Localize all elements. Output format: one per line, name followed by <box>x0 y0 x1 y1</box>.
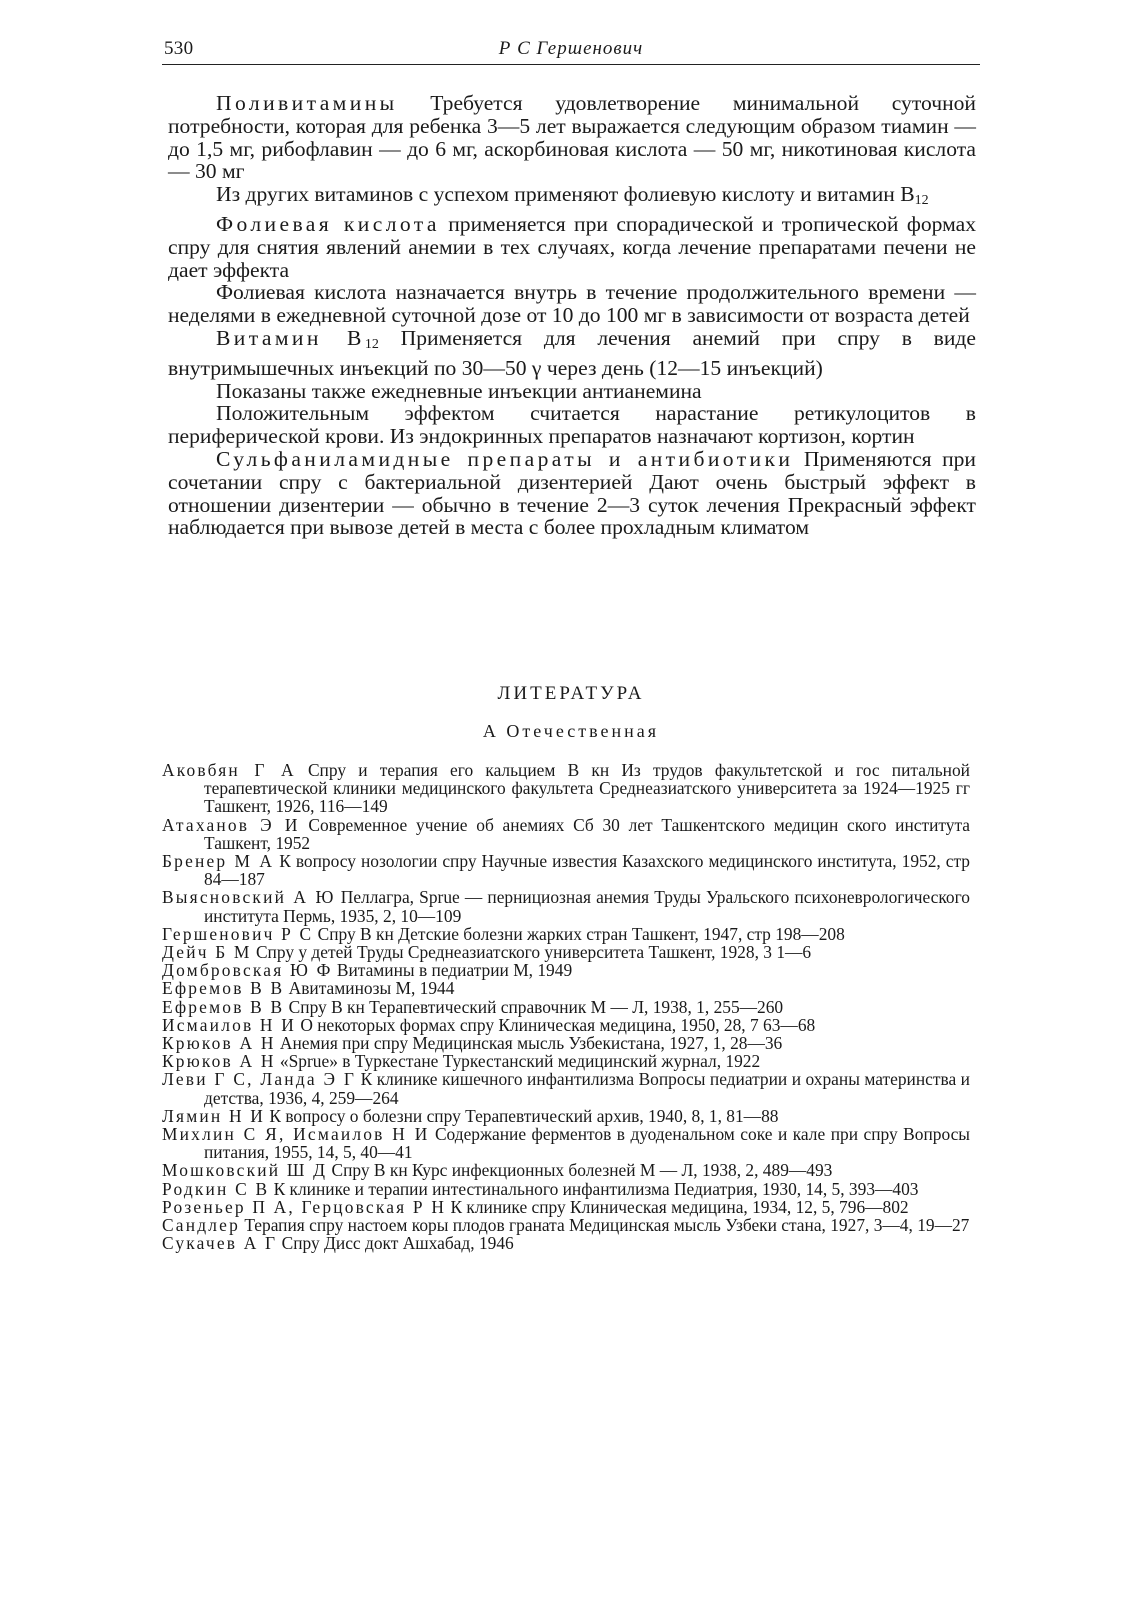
reference-entry <box>162 1070 970 1106</box>
reference-author: Атаханов Э И <box>162 814 300 835</box>
reference-entry <box>162 1234 970 1252</box>
reference-text: Спру В кн Терапевтический справочник М — Л, 1938, 1, 255—260 <box>284 996 784 1017</box>
body-paragraph <box>168 402 976 448</box>
reference-entry <box>162 888 970 924</box>
reference-author: Михлин С Я, Исмаилов Н И <box>162 1124 430 1145</box>
reference-entry <box>162 1125 970 1161</box>
reference-text: Спру В кн Детские болезни жарких стран Ташкент, 1947, стр 198—208 <box>313 923 845 944</box>
body-text <box>168 92 976 539</box>
paragraph-text: применяется при спорадической и тропической формах спру для снятия явлений анемии в тех случаях, когда лечение препаратами печени не дает эффекта <box>168 211 977 282</box>
reference-author: Исмаилов Н И <box>162 1014 296 1035</box>
reference-text: «Sprue» в Туркестане Туркестанский медицинский журнал, 1922 <box>275 1051 761 1072</box>
reference-text: Пеллагра, Sprue — пернициозная анемия Труды Уральского психоневрологического института Пермь, 1935, 2, 10—109 <box>204 887 970 926</box>
body-paragraph <box>168 213 976 281</box>
reference-text: О некоторых формах спру Клиническая медицина, 1950, 28, 7 63—68 <box>296 1014 816 1035</box>
body-paragraph <box>168 380 976 403</box>
reference-entry <box>162 925 970 943</box>
reference-author: Розеньер П А, Герцовская Р Н <box>162 1196 447 1217</box>
reference-text: К вопросу нозологии спру Научные известия Казахского медицинского института, 1952, стр 84—187 <box>204 851 970 890</box>
reference-text: К клинике кишечного инфантилизма Вопросы педиатрии и охраны материнства и детства, 1936, 4, 259—264 <box>204 1069 970 1108</box>
reference-author: Аковбян Г А <box>162 760 296 780</box>
reference-author: Выясновский А Ю <box>162 887 336 908</box>
reference-author: Домбровская Ю Ф <box>162 960 333 981</box>
reference-author: Родкин С В <box>162 1178 270 1199</box>
paragraph-lead-term: Фолиевая кислота <box>216 211 440 236</box>
reference-entry <box>162 852 970 888</box>
body-paragraph <box>168 281 976 327</box>
reference-text: Витамины в педиатрии М, 1949 <box>332 960 573 981</box>
reference-entry <box>162 1216 970 1234</box>
paragraph-text: Фолиевая кислота назначается внутрь в течение продолжительного времени — неделями в ежедневной суточной дозе от 10 до 100 мг в зависимости от возраста детей <box>168 280 976 328</box>
reference-author: Бренер М А <box>162 851 275 872</box>
subscript: 12 <box>914 193 929 209</box>
page-number: 530 <box>164 38 194 59</box>
reference-entry <box>162 1107 970 1125</box>
running-head: Р С Гершенович <box>498 38 644 59</box>
reference-entry <box>162 979 970 997</box>
paragraph-lead-term: Витамин В <box>216 325 365 350</box>
reference-text: Спру у детей Труды Среднеазиатского университета Ташкент, 1928, 3 1—6 <box>251 942 812 963</box>
body-paragraph <box>168 448 976 539</box>
reference-text: Спру В кн Курс инфекционных болезней М — Л, 1938, 2, 489—493 <box>327 1160 833 1181</box>
reference-author: Крюков А Н <box>162 1033 276 1054</box>
reference-entry <box>162 816 970 852</box>
reference-author: Гершенович Р С <box>162 923 314 944</box>
literature-subheading: А Отечественная <box>482 721 660 741</box>
reference-author: Ефремов В В <box>162 996 285 1017</box>
paragraph-text: Положительным эффектом считается нарастание ретикулоцитов в периферической крови. Из эндокринных препаратов назначают кортизон, кортин <box>168 401 976 449</box>
reference-text: Терапия спру настоем коры плодов граната Медицинская мысль Узбеки стана, 1927, 3—4, 19—27 <box>239 1215 970 1236</box>
reference-entry <box>162 1198 970 1216</box>
body-paragraph <box>168 183 976 213</box>
reference-author: Дейч Б М <box>162 942 252 963</box>
reference-author: Лямин Н И <box>162 1105 266 1126</box>
reference-text: К клинике спру Клиническая медицина, 1934, 12, 5, 796—802 <box>446 1196 909 1217</box>
paragraph-text: Применяется для лечения анемий при спру в виде внутримышечных инъекций по 30—50 γ через день (12—15 инъекций) <box>168 325 976 380</box>
reference-entry <box>162 761 970 816</box>
reference-author: Леви Г С, Ланда Э Г <box>162 1069 357 1090</box>
paragraph-text: Из других витаминов с успехом применяют фолиевую кислоту и витамин В <box>216 182 915 207</box>
reference-list <box>162 761 970 1252</box>
reference-entry <box>162 961 970 979</box>
reference-text: К вопросу о болезни спру Терапевтический архив, 1940, 8, 1, 81—88 <box>265 1105 779 1126</box>
paragraph-lead-term: Поливитамины <box>216 91 398 115</box>
paragraph-lead-term: Сульфаниламидные препараты и антибиотики <box>216 446 794 471</box>
reference-entry <box>162 943 970 961</box>
header-rule <box>162 64 980 65</box>
paragraph-text: Применяются при сочетании спру с бактериальной дизентерией Дают очень быстрый эффект в отношении дизентерии — обычно в течение 2—3 суток лечения Прекрасный эффект наблюдается при вывозе детей в места с более прохладным климатом <box>168 446 976 540</box>
reference-text: К клинике и терапии интестинального инфантилизма Педиатрия, 1930, 14, 5, 393—403 <box>269 1178 919 1199</box>
reference-entry <box>162 1052 970 1070</box>
reference-entry <box>162 1161 970 1179</box>
reference-entry <box>162 1180 970 1198</box>
reference-entry <box>162 1034 970 1052</box>
reference-text: Спру Дисс докт Ашхабад, 1946 <box>277 1233 514 1254</box>
reference-author: Крюков А Н <box>162 1051 276 1072</box>
reference-author: Ефремов В В <box>162 978 285 999</box>
reference-text: Анемия при спру Медицинская мысль Узбекистана, 1927, 1, 28—36 <box>275 1033 783 1054</box>
reference-text: Спру и терапия его кальцием В кн Из трудов факультетской и гос питальной терапевтической клиники медицинского факультета Среднеазиатского университета за 1924—1925 гг Ташкент, 1926, 116—149 <box>204 760 970 817</box>
paragraph-text: Требуется удовлетворение минимальной суточной потребности, которая для ребенка 3—5 лет выражается следующим образом тиамин — до 1,5 мг, рибофлавин — до 6 мг, аскорбиновая кислота — 50 мг, никотиновая кислота — 30 мг <box>168 91 976 184</box>
reference-author: Мошковский Ш Д <box>162 1160 328 1181</box>
reference-author: Сандлер <box>162 1215 240 1236</box>
paragraph-text: Показаны также ежедневные инъекции антианемина <box>216 378 702 403</box>
reference-entry <box>162 1016 970 1034</box>
literature-heading: ЛИТЕРАТУРА <box>497 683 645 704</box>
page-header <box>162 38 980 64</box>
reference-entry <box>162 998 970 1016</box>
body-paragraph <box>168 327 976 380</box>
reference-author: Сукачев А Г <box>162 1233 278 1254</box>
reference-text: Авитаминозы М, 1944 <box>284 978 455 999</box>
reference-text: Современное учение об анемиях Сб 30 лет Ташкентского медицин ского института Ташкент, 1952 <box>204 814 970 853</box>
subscript: 12 <box>364 336 379 352</box>
reference-text: Содержание ферментов в дуоденальном соке и кале при спру Вопросы питания, 1955, 14, 5, 40—41 <box>204 1124 970 1163</box>
body-paragraph <box>168 92 976 183</box>
